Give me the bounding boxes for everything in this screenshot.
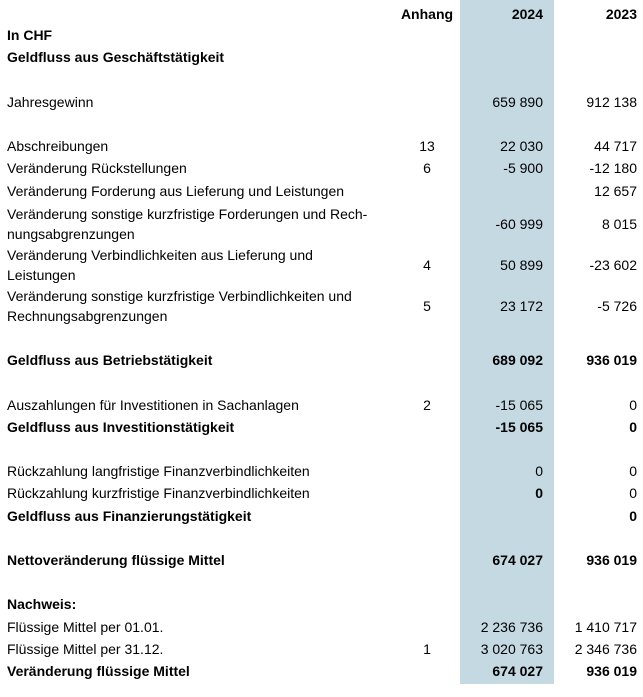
- row-value-2023: 936 019: [586, 352, 637, 368]
- row-label: Veränderung sonstige kurzfristige Forderungen und Rech-nungsabgrenzungen: [7, 206, 368, 242]
- row-value-2023: 0: [629, 508, 637, 524]
- header-2024: 2024: [511, 6, 543, 22]
- header-anhang: Anhang: [400, 6, 454, 22]
- row-value-2023: 12 657: [594, 183, 637, 199]
- unit-label: In CHF: [7, 27, 53, 43]
- row-value-2023: 44 717: [594, 138, 637, 154]
- row-value-2024: 659 890: [492, 94, 543, 110]
- section-title: Geldfluss aus Geschäftstätigkeit: [7, 49, 225, 65]
- row-label: Rückzahlung kurzfristige Finanzverbindlichkeiten: [7, 485, 310, 501]
- row-value-2023: 912 138: [586, 94, 637, 110]
- row-value-2024: 674 027: [492, 663, 543, 679]
- row-value-2024: 0: [535, 485, 543, 501]
- row-value-2024: 674 027: [492, 552, 543, 568]
- row-anhang: 6: [423, 160, 431, 176]
- row-value-2024: -15 065: [495, 397, 543, 413]
- row-label: Flüssige Mittel per 01.01.: [7, 619, 164, 635]
- row-value-2023: 8 015: [601, 216, 637, 232]
- row-value-2023: 0: [629, 397, 637, 413]
- row-value-2024: 22 030: [500, 138, 543, 154]
- row-value-2023: -12 180: [589, 160, 637, 176]
- row-value-2024: 2 236 736: [480, 619, 543, 635]
- row-label: Veränderung Rückstellungen: [7, 160, 187, 176]
- row-value-2024: 3 020 763: [480, 641, 543, 657]
- row-value-2023: 0: [629, 463, 637, 479]
- row-label: Geldfluss aus Investitionstätigkeit: [7, 419, 235, 435]
- row-value-2024: 0: [535, 463, 543, 479]
- row-label: Auszahlungen für Investitionen in Sachanlagen: [7, 397, 299, 413]
- row-label: Veränderung flüssige Mittel: [7, 663, 190, 679]
- row-value-2023: -5 726: [597, 298, 637, 314]
- row-label: Geldfluss aus Betriebstätigkeit: [7, 352, 213, 368]
- row-label: Veränderung Verbindlichkeiten aus Lieferung und Leistungen: [7, 247, 313, 283]
- row-value-2024: -15 065: [495, 419, 543, 435]
- row-anhang: 5: [423, 298, 431, 314]
- row-label: Veränderung sonstige kurzfristige Verbindlichkeiten und Rechnungsabgrenzungen: [7, 288, 352, 324]
- row-value-2023: 936 019: [586, 552, 637, 568]
- row-value-2023: 0: [629, 485, 637, 501]
- row-value-2023: 1 410 717: [574, 619, 637, 635]
- row-anhang: 2: [423, 397, 431, 413]
- row-value-2023: 936 019: [586, 663, 637, 679]
- row-anhang: 1: [423, 641, 431, 657]
- row-label: Abschreibungen: [7, 138, 109, 154]
- row-anhang: 13: [419, 138, 435, 154]
- row-label: Jahresgewinn: [7, 94, 94, 110]
- row-label: Nettoveränderung flüssige Mittel: [7, 552, 225, 568]
- row-label: Rückzahlung langfristige Finanzverbindlichkeiten: [7, 463, 310, 479]
- row-value-2024: 689 092: [492, 352, 543, 368]
- header-2023: 2023: [605, 6, 637, 22]
- row-value-2023: -23 602: [589, 257, 637, 273]
- row-value-2024: -5 900: [503, 160, 543, 176]
- row-value-2024: -60 999: [495, 216, 543, 232]
- row-value-2023: 2 346 736: [574, 641, 637, 657]
- row-label: Geldfluss aus Finanzierungstätigkeit: [7, 508, 252, 524]
- row-anhang: 4: [423, 257, 431, 273]
- section-title: Nachweis:: [7, 596, 77, 612]
- row-value-2024: 23 172: [500, 298, 543, 314]
- row-label: Veränderung Forderung aus Lieferung und Leistungen: [7, 183, 345, 199]
- table-header: [0, 4, 643, 24]
- row-label: Flüssige Mittel per 31.12.: [7, 641, 164, 657]
- row-value-2024: 50 899: [500, 257, 543, 273]
- row-value-2023: 0: [629, 419, 637, 435]
